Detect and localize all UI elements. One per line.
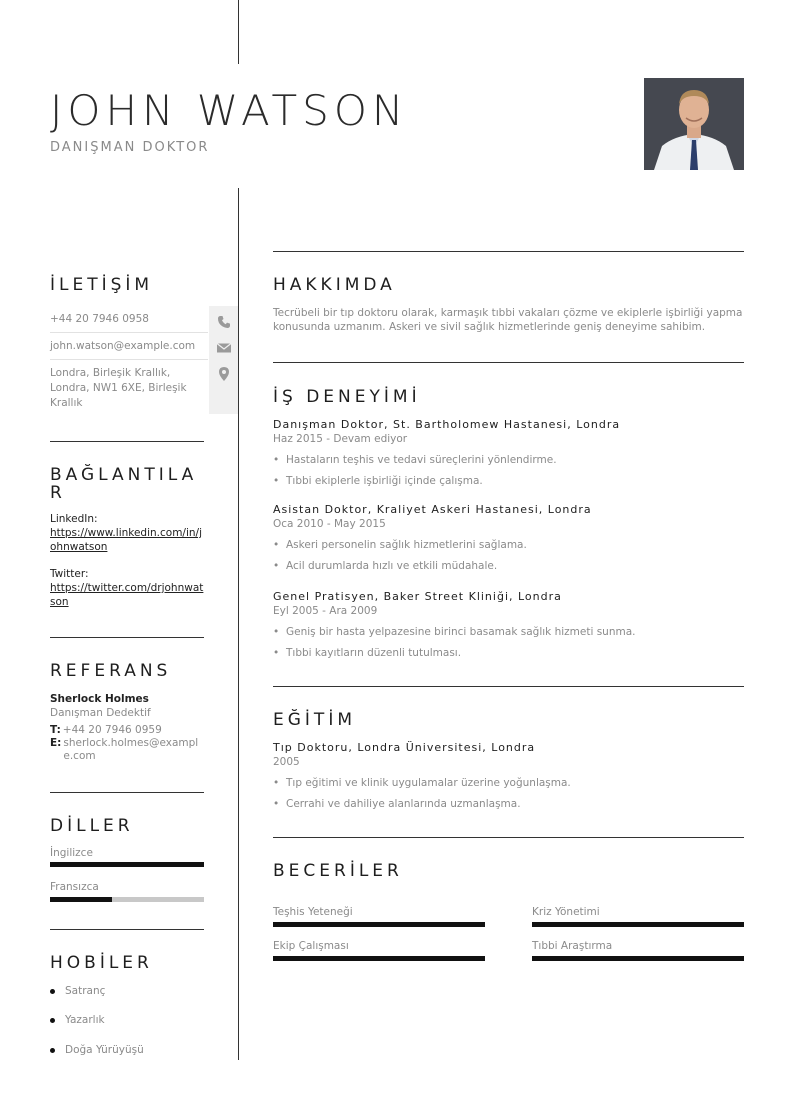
contact-phone[interactable]: +44 20 7946 0958	[50, 313, 149, 325]
hobby-label: Doğa Yürüyüşü	[65, 1044, 144, 1056]
skill-name: Ekip Çalışması	[273, 940, 349, 952]
contact-section-title: İLETİŞİM	[50, 275, 154, 295]
reference-section-title: REFERANS	[50, 661, 172, 681]
reference-email-key: E:	[50, 737, 62, 749]
skill-level-bar	[273, 956, 485, 961]
skill-name: Tıbbi Araştırma	[532, 940, 613, 952]
job-date: Haz 2015 - Devam ediyor	[273, 433, 408, 445]
sidebar-divider	[50, 929, 204, 930]
skill-level-bar	[273, 922, 485, 927]
job-title: Genel Pratisyen, Baker Street Kliniği, Londra	[273, 590, 562, 603]
skill-level-bar	[532, 956, 744, 961]
profile-photo	[644, 78, 744, 170]
reference-phone[interactable]: +44 20 7946 0959	[62, 724, 162, 736]
education-entry	[273, 741, 744, 811]
skill-name: Kriz Yönetimi	[532, 906, 600, 918]
section-divider	[273, 251, 744, 252]
link-label: Twitter:	[50, 568, 89, 580]
sidebar-divider	[50, 441, 204, 442]
map-pin-icon	[216, 366, 232, 382]
link-label: LinkedIn:	[50, 513, 98, 525]
bullet-dot	[50, 1018, 55, 1023]
education-bullet: • Tıp eğitimi ve klinik uygulamalar üzerine yoğunlaşma.	[273, 777, 571, 789]
reference-position: Danışman Dedektif	[50, 707, 151, 719]
job-role-subtitle: DANIŞMAN DOKTOR	[50, 140, 210, 155]
job-title: Danışman Doktor, St. Bartholomew Hastanesi, Londra	[273, 418, 621, 431]
job-bullet: • Hastaların teşhis ve tedavi süreçlerini yönlendirme.	[273, 454, 557, 466]
about-section-title: HAKKIMDA	[273, 275, 396, 295]
phone-icon	[216, 314, 232, 330]
degree-year: 2005	[273, 756, 300, 768]
section-divider	[273, 686, 744, 687]
language-level-fill	[50, 897, 112, 902]
section-divider	[273, 837, 744, 838]
job-title: Asistan Doktor, Kraliyet Askeri Hastanesi, Londra	[273, 503, 592, 516]
bullet-dot	[50, 989, 55, 994]
hobby-item	[50, 985, 105, 997]
reference-phone-key: T:	[50, 724, 61, 736]
about-text: Tecrübeli bir tıp doktoru olarak, karmaşık tıbbi vakaları çözme ve ekiplerle işbirliği yapma konusunda uzmanım. Askeri ve sivil sağlık hizmetlerinde geniş deneyime sahibim.	[273, 307, 743, 333]
language-level-bar	[50, 862, 204, 867]
bullet-dot	[50, 1048, 55, 1053]
hobbies-section-title: HOBİLER	[50, 953, 153, 973]
reference-block	[50, 692, 204, 763]
job-bullet: • Acil durumlarda hızlı ve etkili müdahale.	[273, 560, 498, 572]
hobby-item	[50, 1044, 144, 1056]
contact-icon-strip	[209, 306, 238, 414]
contact-divider	[50, 332, 208, 333]
reference-name: Sherlock Holmes	[50, 693, 149, 705]
experience-section-title: İŞ DENEYİMİ	[273, 387, 421, 407]
languages-section-title: DİLLER	[50, 816, 134, 836]
degree-title: Tıp Doktoru, Londra Üniversitesi, Londra	[273, 741, 536, 754]
job-bullet: • Tıbbi ekiplerle işbirliği içinde çalışma.	[273, 475, 483, 487]
envelope-icon	[216, 340, 232, 356]
column-divider-line	[238, 188, 239, 1060]
contact-address: Londra, Birleşik Krallık, Londra, NW1 6XE, Birleşik Krallık	[50, 367, 187, 409]
sidebar-divider	[50, 637, 204, 638]
section-divider	[273, 362, 744, 363]
language-level-fill	[50, 862, 204, 867]
job-bullet: • Tıbbi kayıtların düzenli tutulması.	[273, 647, 462, 659]
page-title: JOHN WATSON	[50, 86, 409, 135]
job-date: Oca 2010 - May 2015	[273, 518, 386, 530]
job-entry	[273, 503, 744, 573]
contact-divider	[50, 359, 208, 360]
linkedin-link[interactable]: https://www.linkedin.com/in/johnwatson	[50, 527, 202, 553]
hobby-label: Satranç	[65, 985, 106, 997]
job-date: Eyl 2005 - Ara 2009	[273, 605, 378, 617]
link-item-linkedin	[50, 512, 204, 554]
language-name: Fransızca	[50, 881, 99, 893]
skill-name: Teşhis Yeteneği	[273, 906, 353, 918]
job-entry	[273, 418, 744, 488]
link-item-twitter	[50, 567, 204, 609]
hobby-label: Yazarlık	[65, 1014, 105, 1026]
education-bullet: • Cerrahi ve dahiliye alanlarında uzmanlaşma.	[273, 798, 521, 810]
skill-level-bar	[532, 922, 744, 927]
reference-phone-line	[50, 724, 204, 737]
language-level-bar	[50, 897, 204, 902]
language-name: İngilizce	[50, 847, 93, 859]
skills-section-title: BECERİLER	[273, 861, 403, 881]
contact-email[interactable]: john.watson@example.com	[50, 340, 196, 352]
job-entry	[273, 590, 744, 660]
top-divider-line	[238, 0, 239, 64]
job-bullet: • Askeri personelin sağlık hizmetlerini sağlama.	[273, 539, 527, 551]
hobby-item	[50, 1014, 105, 1026]
reference-email[interactable]: sherlock.holmes@example.com	[63, 737, 199, 762]
reference-email-line	[50, 737, 204, 763]
sidebar-divider	[50, 792, 204, 793]
twitter-link[interactable]: https://twitter.com/drjohnwatson	[50, 582, 204, 608]
education-section-title: EĞİTİM	[273, 710, 356, 730]
links-section-title: BAĞLANTILA R	[50, 465, 198, 503]
job-bullet: • Geniş bir hasta yelpazesine birinci basamak sağlık hizmeti sunma.	[273, 626, 636, 638]
